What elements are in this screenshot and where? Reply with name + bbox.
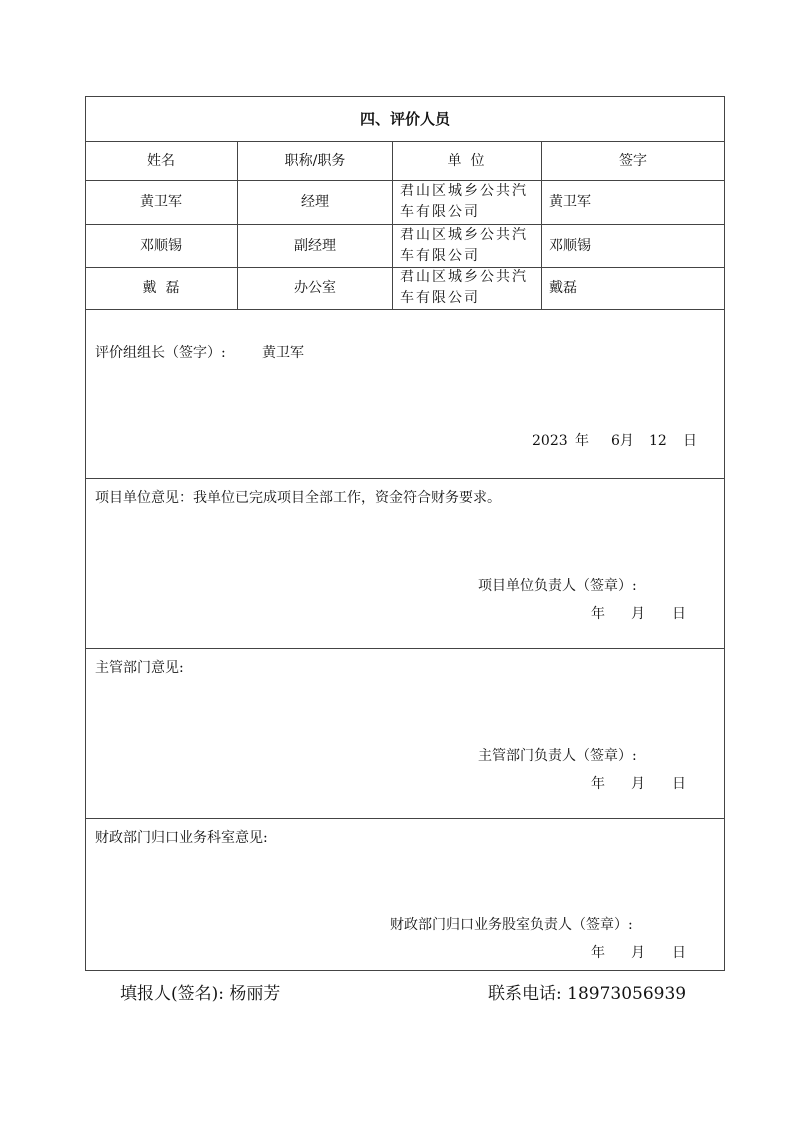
person-unit: 君山区城乡公共汽 车有限公司 — [400, 227, 528, 264]
person-title: 办公室 — [294, 280, 336, 296]
leader-date-day-label: 日 — [683, 433, 697, 449]
person-unit: 君山区城乡公共汽 车有限公司 — [400, 269, 528, 306]
leader-label: 评价组组长（签字）: — [95, 345, 226, 361]
table-border — [85, 96, 86, 971]
date-month: 月 — [631, 606, 645, 622]
header-signature: 签字 — [619, 153, 647, 169]
person-unit: 君山区城乡公共汽 车有限公司 — [400, 183, 528, 220]
person-name: 黄卫军 — [140, 194, 182, 210]
table-border — [85, 970, 725, 971]
person-signature: 戴磊 — [549, 280, 577, 296]
project-unit-responsible: 项目单位负责人（签章）: — [478, 578, 637, 594]
date-day: 日 — [672, 945, 686, 961]
date-day: 日 — [672, 606, 686, 622]
header-title: 职称/职务 — [284, 153, 346, 169]
column-divider — [392, 141, 393, 309]
leader-date-year-label: 年 — [575, 433, 589, 449]
leader-signature: 黄卫军 — [262, 345, 304, 361]
date-year: 年 — [591, 776, 605, 792]
column-divider — [237, 141, 238, 309]
date-day: 日 — [672, 776, 686, 792]
date-month: 月 — [631, 945, 645, 961]
finance-opinion: 财政部门归口业务科室意见: — [95, 830, 268, 846]
divider — [85, 818, 725, 819]
divider — [85, 478, 725, 479]
column-divider — [541, 141, 542, 309]
filler-signature: 填报人(签名): 杨丽芳 — [120, 984, 281, 1004]
person-title: 经理 — [301, 194, 329, 210]
divider — [85, 141, 725, 142]
table-border — [85, 96, 725, 97]
leader-date-year: 2023 — [532, 433, 568, 449]
person-signature: 邓顺锡 — [549, 238, 591, 254]
leader-date-month: 6月 — [611, 433, 634, 449]
date-month: 月 — [631, 776, 645, 792]
date-year: 年 — [591, 606, 605, 622]
section-title: 四、评价人员 — [359, 110, 451, 128]
finance-responsible: 财政部门归口业务股室负责人（签章）: — [390, 917, 633, 933]
divider — [85, 648, 725, 649]
date-year: 年 — [591, 945, 605, 961]
project-unit-opinion: 项目单位意见：我单位已完成项目全部工作，资金符合财务要求。 — [95, 490, 501, 506]
divider — [85, 309, 725, 310]
leader-date-day: 12 — [649, 433, 667, 449]
header-unit: 单 位 — [447, 153, 485, 169]
person-signature: 黄卫军 — [549, 194, 591, 210]
person-name: 邓顺锡 — [140, 238, 182, 254]
contact-phone: 联系电话: 18973056939 — [488, 984, 687, 1004]
table-border — [724, 96, 725, 971]
supervisor-opinion: 主管部门意见: — [95, 660, 184, 676]
header-name: 姓名 — [147, 153, 175, 169]
supervisor-responsible: 主管部门负责人（签章）: — [478, 748, 637, 764]
person-title: 副经理 — [294, 238, 336, 254]
person-name: 戴 磊 — [142, 280, 180, 296]
